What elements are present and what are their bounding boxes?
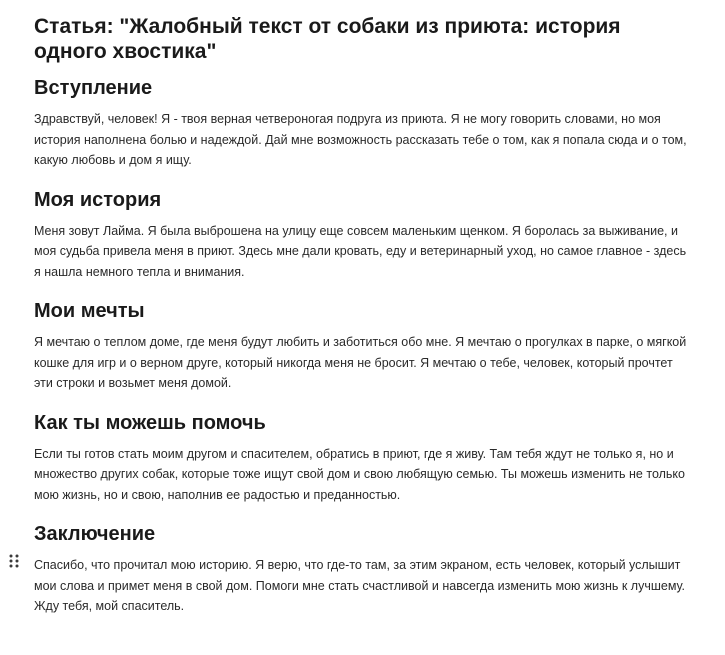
section-heading: Моя история: [34, 188, 162, 211]
section-paragraph: Спасибо, что прочитал мою историю. Я верю, что где-то там, за этим экраном, есть человек, который услышит мои слова и примет меня в свой дом. Помоги мне стать счастливой и навсегда изменить мою жизнь к лучшему. Жду тебя, мой спаситель.: [34, 558, 686, 613]
section-heading: Заключение: [34, 523, 156, 545]
section-paragraph: Если ты готов стать моим другом и спасителем, обратись в приют, где я живу. Там тебя ждут не только я, но и множество других собак, которые тоже ищут свой дом и свою любящую семью. Ты можешь изменить не только мою жизнь, но и свою, наполнив ее радостью и преданностью.: [34, 446, 685, 502]
section-heading: Мои мечты: [34, 300, 145, 322]
section-conclusion: [34, 522, 694, 617]
section-heading: Как ты можешь помочь: [34, 411, 266, 434]
section-paragraph: Здравствуй, человек! Я - твоя верная четвероногая подруга из приюта. Я не могу говорить словами, но моя история наполнена болью и надеждой. Дай мне возможность рассказать тебе о том, как я попала сюда и о том, какую любовь и дом я ищу.: [34, 112, 687, 167]
section-paragraph: Я мечтаю о теплом доме, где меня будут любить и заботиться обо мне. Я мечтаю о прогулках в парке, о мягкой кошке для игр и о верном друге, который никогда меня не бросит. Я мечтаю о тебе, человек, который прочтет эти строки и возьмет меня домой.: [34, 335, 687, 390]
section-my-dreams: [34, 299, 694, 394]
section-intro: [34, 76, 694, 171]
section-how-to-help: [34, 411, 694, 506]
section-my-story: [34, 188, 694, 283]
article-title: Статья: "Жалобный текст от собаки из приюта: история одного хвостика": [34, 15, 621, 63]
drag-handle-icon[interactable]: [8, 553, 20, 569]
section-heading: Вступление: [34, 77, 153, 99]
section-paragraph: Меня зовут Лайма. Я была выброшена на улицу еще совсем маленьким щенком. Я боролась за выживание, и моя судьба привела меня в приют. Здесь мне дали кровать, еду и ветеринарный уход, но самое главное - здесь я нашла немного тепла и внимания.: [34, 223, 687, 279]
article: [34, 14, 694, 634]
